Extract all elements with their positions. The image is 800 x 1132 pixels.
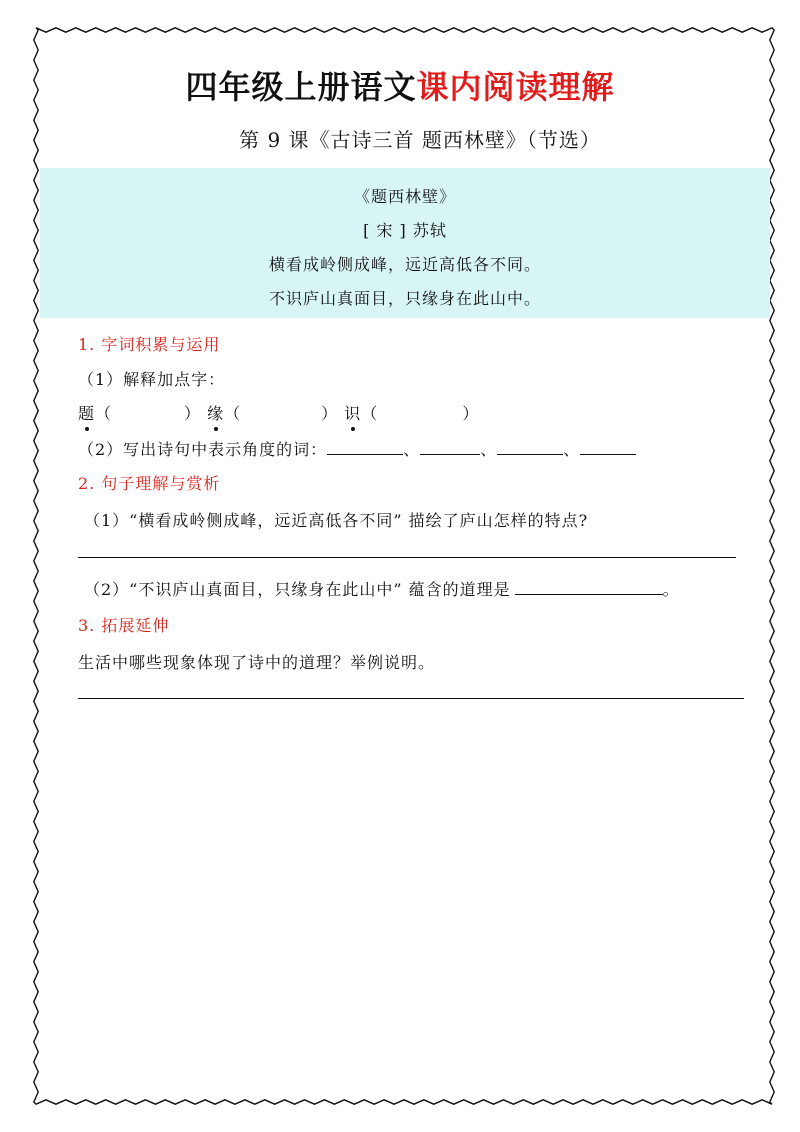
section-2-q2-text: （2）“不识庐山真面目，只缘身在此山中” 蕴含的道理是 <box>84 580 511 599</box>
dotted-char-1: 题 <box>78 401 95 424</box>
section-2-q1-answer-line[interactable] <box>78 557 736 558</box>
angle-word-blank-3[interactable] <box>497 440 563 455</box>
section-1-heading: 1. 字词积累与运用 <box>78 335 221 354</box>
char-explain-row <box>78 401 479 424</box>
angle-word-blank-2[interactable] <box>420 440 480 455</box>
section-1-q2-label: （2）写出诗句中表示角度的词： <box>78 440 328 459</box>
section-2-q2-row <box>84 577 680 600</box>
poem-title: 《题西林壁》 <box>353 187 456 206</box>
separator-3: 、 <box>563 440 581 459</box>
paren-open-1: （ <box>95 404 113 423</box>
dotted-char-3: 识 <box>344 401 361 424</box>
section-3-heading: 3. 拓展延伸 <box>78 616 170 635</box>
paren-open-3: （ <box>361 404 379 423</box>
poem-line-1: 横看成岭侧成峰，远近高低各不同。 <box>268 255 541 274</box>
poem-line-2: 不识庐山真面目，只缘身在此山中。 <box>268 289 541 308</box>
lesson-subtitle: 第 9 课《古诗三首 题西林壁》（节选） <box>239 128 601 152</box>
paren-close-1: ） <box>184 404 202 423</box>
page-title <box>0 62 800 108</box>
poem-author: [ 宋 ] 苏轼 <box>363 221 447 240</box>
paren-close-2: ） <box>321 404 339 423</box>
section-3-q1: 生活中哪些现象体现了诗中的道理？举例说明。 <box>78 653 436 672</box>
separator-1: 、 <box>403 440 421 459</box>
section-3-answer-line[interactable] <box>78 698 744 699</box>
section-2-q1: （1）“横看成岭侧成峰，远近高低各不同” 描绘了庐山怎样的特点? <box>84 511 589 530</box>
paren-open-2: （ <box>224 404 242 423</box>
title-red-part: 课内阅读理解 <box>416 68 615 106</box>
angle-word-blank-4[interactable] <box>580 440 636 455</box>
section-2-q2-blank[interactable] <box>515 580 663 595</box>
separator-2: 、 <box>480 440 498 459</box>
section-1-q1-label: （1）解释加点字： <box>78 370 226 389</box>
dotted-char-2: 缘 <box>207 401 224 424</box>
section-1-q2-row <box>78 437 636 460</box>
paren-close-3: ） <box>462 404 480 423</box>
angle-word-blank-1[interactable] <box>327 440 403 455</box>
section-2-heading: 2. 句子理解与赏析 <box>78 474 221 493</box>
title-black-part: 四年级上册语文 <box>185 68 417 106</box>
section-2-q2-end: 。 <box>662 580 680 599</box>
poem-box <box>40 168 770 318</box>
